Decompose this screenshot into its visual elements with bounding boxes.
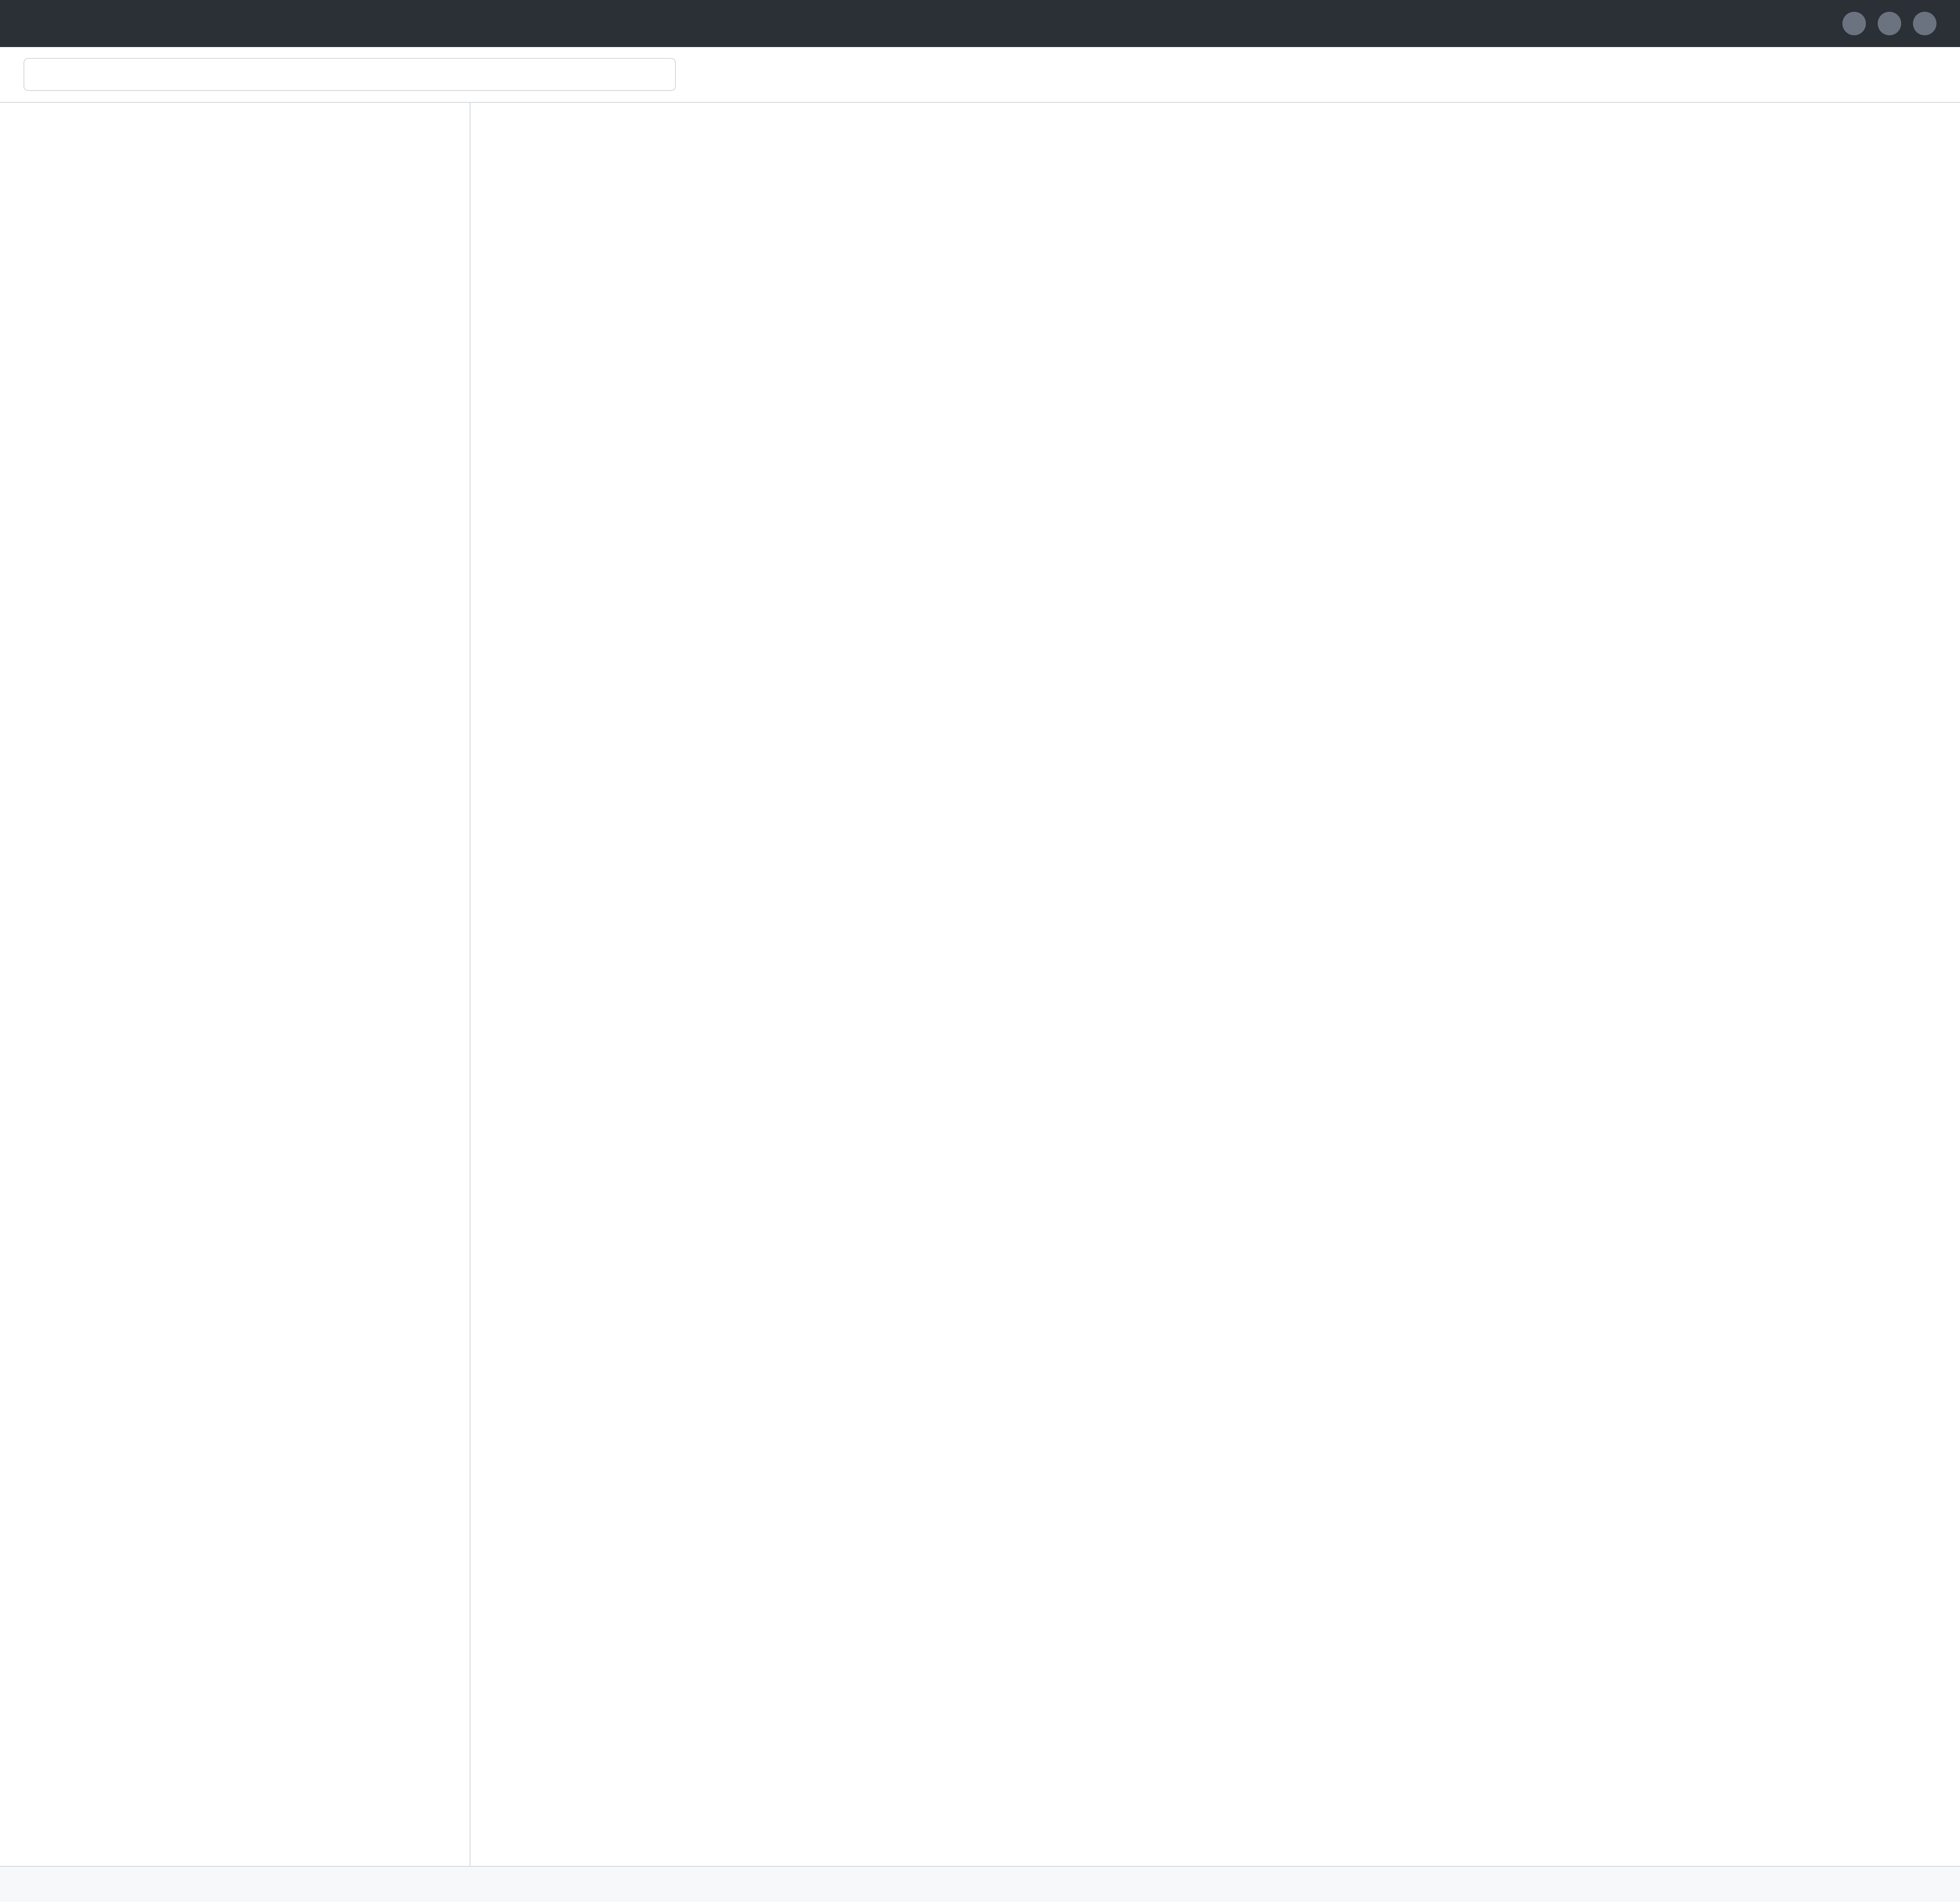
toolbar <box>0 47 1960 103</box>
search-input[interactable] <box>24 58 676 91</box>
minimize-icon[interactable] <box>1842 12 1866 35</box>
sidebar <box>0 103 470 1866</box>
close-icon[interactable] <box>1913 12 1936 35</box>
content-area <box>0 103 1960 1866</box>
window-controls <box>1842 12 1936 35</box>
maximize-icon[interactable] <box>1878 12 1901 35</box>
status-bar <box>0 1866 1960 1902</box>
title-bar <box>0 0 1960 47</box>
main-panel <box>470 103 1960 1866</box>
